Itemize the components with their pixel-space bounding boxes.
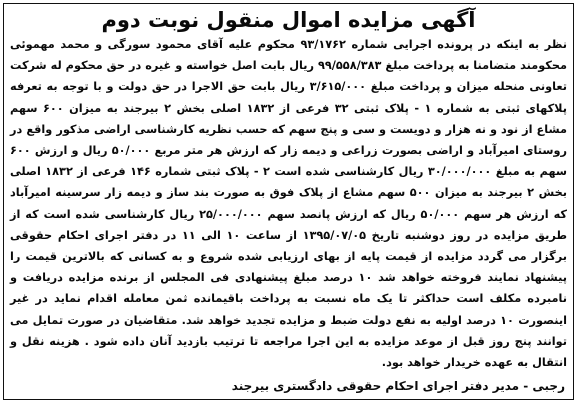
notice-title: آگهی مزایده اموال منقول نوبت دوم [101,8,476,32]
auction-notice [3,3,574,400]
notice-body: نظر به اینکه در پرونده اجرایی شماره ۹۳/۱۷۶۲ محکوم علیه آقای محمود سورگی و محمد مهموئی محکومند متضامنا به پرداخت مبلغ ۹۹/۵۵۸/۳۸۳ ریال بابت اصل خواسته و غیره در حق محکوم له شرکت تعاونی منحله میزان و پرداخت مبلغ ۳/۶۱۵/۰۰۰ ریال بابت حق الاجرا در حق دولت و با توجه به تعرفه پلاکهای ثبتی به شماره ۱ - پلاک ثبتی ۳۲ فرعی از ۱۸۳۲ اصلی بخش ۲ بیرجند به میزان ۶۰۰ سهم مشاع از نود و نه هزار و دویست و سی و پنج سهم که حسب نظریه کارشناسی اراضی مذکور واقع در روستای امیرآباد و اراضی بصورت زراعی و دیمه زار که ارزش هر متر مربع ۵۰/۰۰۰ ریال و ارزش ۶۰۰ سهم به مبلغ ۳۰/۰۰۰/۰۰۰ ریال کارشناسی شده است ۲ - پلاک ثبتی شماره ۱۴۶ فرعی از ۱۸۳۲ اصلی بخش ۲ بیرجند به میزان ۵۰۰ سهم مشاع از پلاک فوق به صورت بند ساز و دیمه زار سرسینه امیرآباد که ارزش هر سهم ۵۰/۰۰۰ ریال که ارزش پانصد سهم ۲۵/۰۰۰/۰۰۰ ریال کارشناسی شده است که از طریق مزایده در روز دوشنبه تاریخ ۱۳۹۵/۰۷/۰۵ از ساعت ۱۰ الی ۱۱ در دفتر اجرای احکام حقوقی برگزار می گردد مزایده از قیمت پایه از بهای ارزیابی شده شروع و به کسانی که بالاترین قیمت را پیشنهاد نمایند فروخته خواهد شد ۱۰ درصد مبلغ پیشنهادی فی المجلس از برنده مزایده دریافت و نامبرده مکلف است حداکثر تا یک ماه نسبت به پرداخت باقیمانده ثمن معامله اقدام نماید در غیر اینصورت ۱۰ درصد اولیه به نفع دولت ضبط و مزایده تجدید خواهد شد. متقاضیان در صورت تمایل می توانند پنج روز قبل از موعد مزایده به این اجرا مراجعه تا ترتیب بازدید آنان داده شود . هزینه نقل و انتقال به عهده خریدار خواهد بود. [10,38,568,370]
notice-signature: رجبی - مدیر دفتر اجرای احکام حقوقی دادگستری بیرجند [231,379,565,393]
